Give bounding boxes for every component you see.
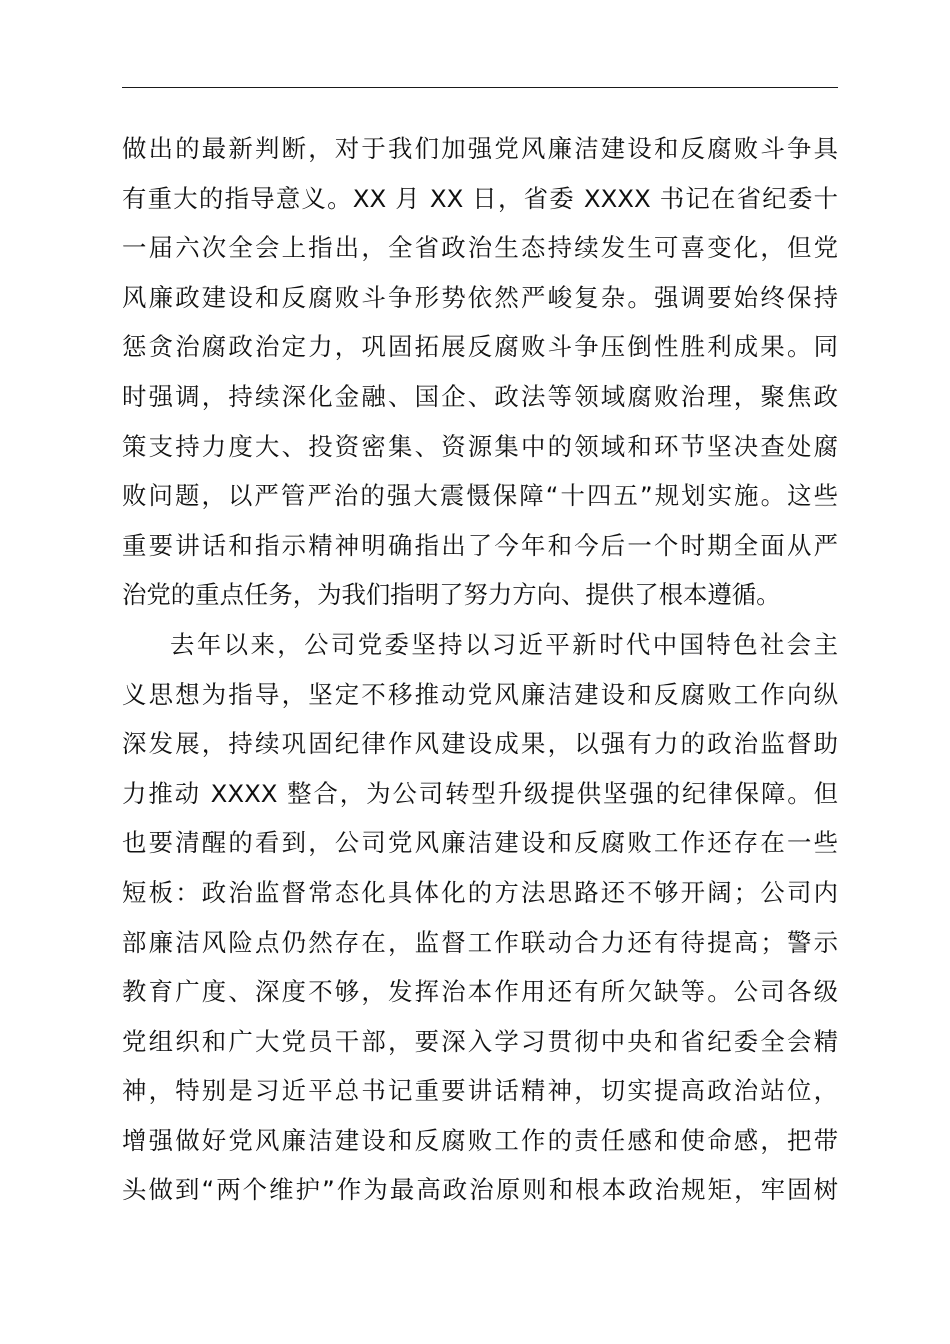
text-line: 部廉洁风险点仍然存在，监督工作联动合力还有待提高；警示	[122, 927, 838, 957]
header-rule	[122, 87, 838, 88]
text-line: 短板：政治监督常态化具体化的方法思路还不够开阔；公司内	[122, 877, 838, 907]
text-line: 增强做好党风廉洁建设和反腐败工作的责任感和使命感，把带	[122, 1125, 838, 1155]
text-line: 义思想为指导，坚定不移推动党风廉洁建设和反腐败工作向纵	[122, 679, 838, 709]
text-line: 力推动 XXXX 整合，为公司转型升级提供坚强的纪律保障。但	[122, 778, 838, 808]
text-line: 重要讲话和指示精神明确指出了今年和今后一个时期全面从严	[122, 530, 838, 560]
paragraph-first-line: 去年以来，公司党委坚持以习近平新时代中国特色社会主	[170, 629, 838, 659]
text-line: 惩贪治腐政治定力，巩固拓展反腐败斗争压倒性胜利成果。同	[122, 332, 838, 362]
text-line: 风廉政建设和反腐败斗争形势依然严峻复杂。强调要始终保持	[122, 282, 838, 312]
text-line: 一届六次全会上指出，全省政治生态持续发生可喜变化，但党	[122, 233, 838, 263]
text-line: 头做到“两个维护”作为最高政治原则和根本政治规矩，牢固树	[122, 1175, 838, 1205]
text-line: 有重大的指导意义。XX 月 XX 日，省委 XXXX 书记在省纪委十	[122, 183, 838, 213]
text-line: 神，特别是习近平总书记重要讲话精神，切实提高政治站位，	[122, 1076, 838, 1106]
text-line: 做出的最新判断，对于我们加强党风廉洁建设和反腐败斗争具	[122, 134, 838, 163]
paragraph-end-line: 治党的重点任务，为我们指明了努力方向、提供了根本遵循。	[122, 580, 781, 610]
text-line: 党组织和广大党员干部，要深入学习贯彻中央和省纪委全会精	[122, 1026, 838, 1056]
text-line: 时强调，持续深化金融、国企、政法等领域腐败治理，聚焦政	[122, 381, 838, 411]
text-line: 也要清醒的看到，公司党风廉洁建设和反腐败工作还存在一些	[122, 828, 838, 858]
body-text	[122, 124, 838, 1215]
text-line: 败问题，以严管严治的强大震慑保障“十四五”规划实施。这些	[122, 481, 838, 511]
text-line: 策支持力度大、投资密集、资源集中的领域和环节坚决查处腐	[122, 431, 838, 461]
text-line: 深发展，持续巩固纪律作风建设成果，以强有力的政治监督助	[122, 729, 838, 759]
text-line: 教育广度、深度不够，发挥治本作用还有所欠缺等。公司各级	[122, 977, 838, 1007]
